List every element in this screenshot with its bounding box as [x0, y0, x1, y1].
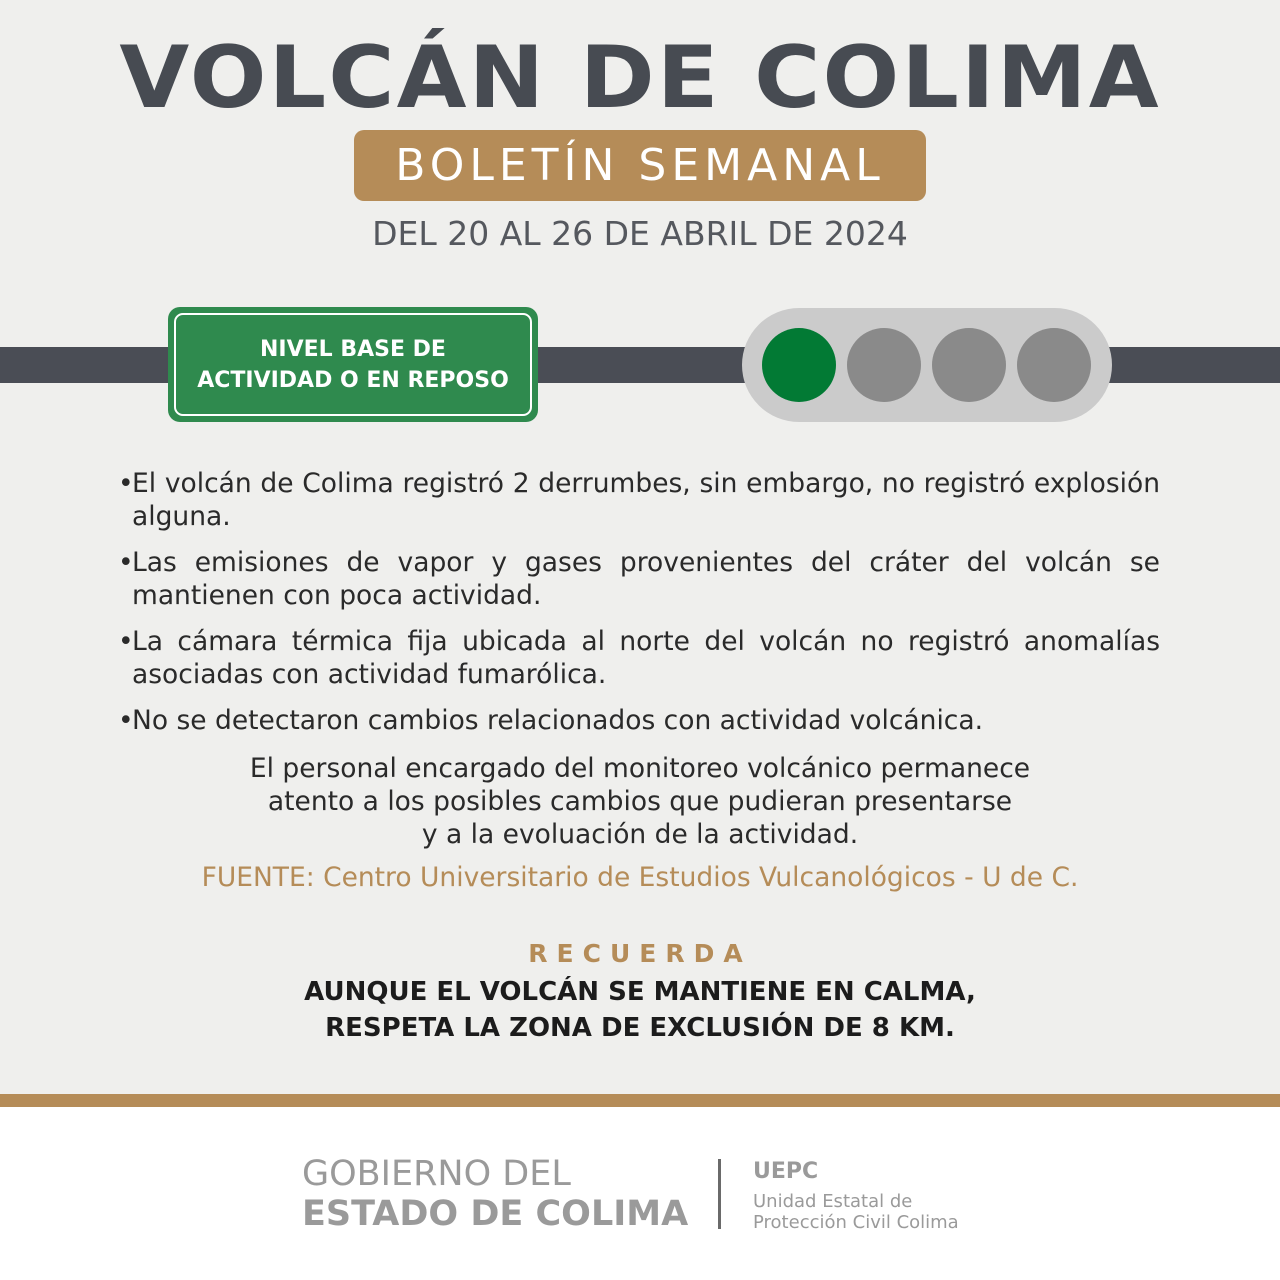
bullet-dot: • [118, 626, 134, 657]
bullet-text: La cámara térmica fija ubicada al norte del volcán no registró anomalías asociadas con actividad fumarólica. [132, 626, 1160, 690]
footer [0, 1107, 1280, 1280]
subtitle: BOLETÍN SEMANAL [395, 140, 885, 191]
reminder-text: AUNQUE EL VOLCÁN SE MANTIENE EN CALMA, RESPETA LA ZONA DE EXCLUSIÓN DE 8 KM. [304, 977, 976, 1043]
logo-separator [718, 1159, 721, 1229]
bullet-dot: • [118, 547, 134, 578]
bullet-dot: • [118, 705, 134, 736]
bullet-text: El volcán de Colima registró 2 derrumbes, sin embargo, no registró explosión alguna. [132, 468, 1160, 532]
bullet-item [118, 467, 1160, 533]
bullet-item [118, 546, 1160, 612]
traffic-light [742, 308, 1112, 422]
bullet-list [118, 467, 1160, 750]
subtitle-banner [354, 130, 926, 201]
bullet-dot: • [118, 468, 134, 499]
source-credit: FUENTE: Centro Universitario de Estudios Vulcanológicos - U de C. [201, 862, 1079, 893]
bullet-item [118, 625, 1160, 691]
gov-logo-line1: GOBIERNO DEL [302, 1154, 571, 1194]
bullet-item [118, 704, 1160, 737]
light-gray-1 [847, 328, 921, 402]
agency-name: Unidad Estatal de Protección Civil Colima [753, 1191, 959, 1233]
reminder-heading: RECUERDA [528, 939, 752, 968]
page-title: VOLCÁN DE COLIMA [119, 28, 1161, 128]
bullet-text: No se detectaron cambios relacionados con actividad volcánica. [132, 705, 984, 736]
light-gray-3 [1017, 328, 1091, 402]
activity-level-label: NIVEL BASE DE ACTIVIDAD O EN REPOSO [197, 336, 509, 393]
activity-level-frame [174, 313, 532, 416]
agency-abbr: UEPC [753, 1159, 819, 1184]
activity-level-badge [168, 307, 538, 422]
light-gray-2 [932, 328, 1006, 402]
date-range: DEL 20 AL 26 DE ABRIL DE 2024 [372, 214, 908, 253]
monitoring-note: El personal encargado del monitoreo volcánico permanece atento a los posibles cambios que pudieran presentarse y a la evoluación de la actividad. [249, 753, 1031, 850]
light-green [762, 328, 836, 402]
gov-logo-line2: ESTADO DE COLIMA [302, 1194, 689, 1234]
bullet-text: Las emisiones de vapor y gases provenientes del cráter del volcán se mantienen con poca actividad. [132, 547, 1160, 611]
footer-divider-line [0, 1094, 1280, 1107]
